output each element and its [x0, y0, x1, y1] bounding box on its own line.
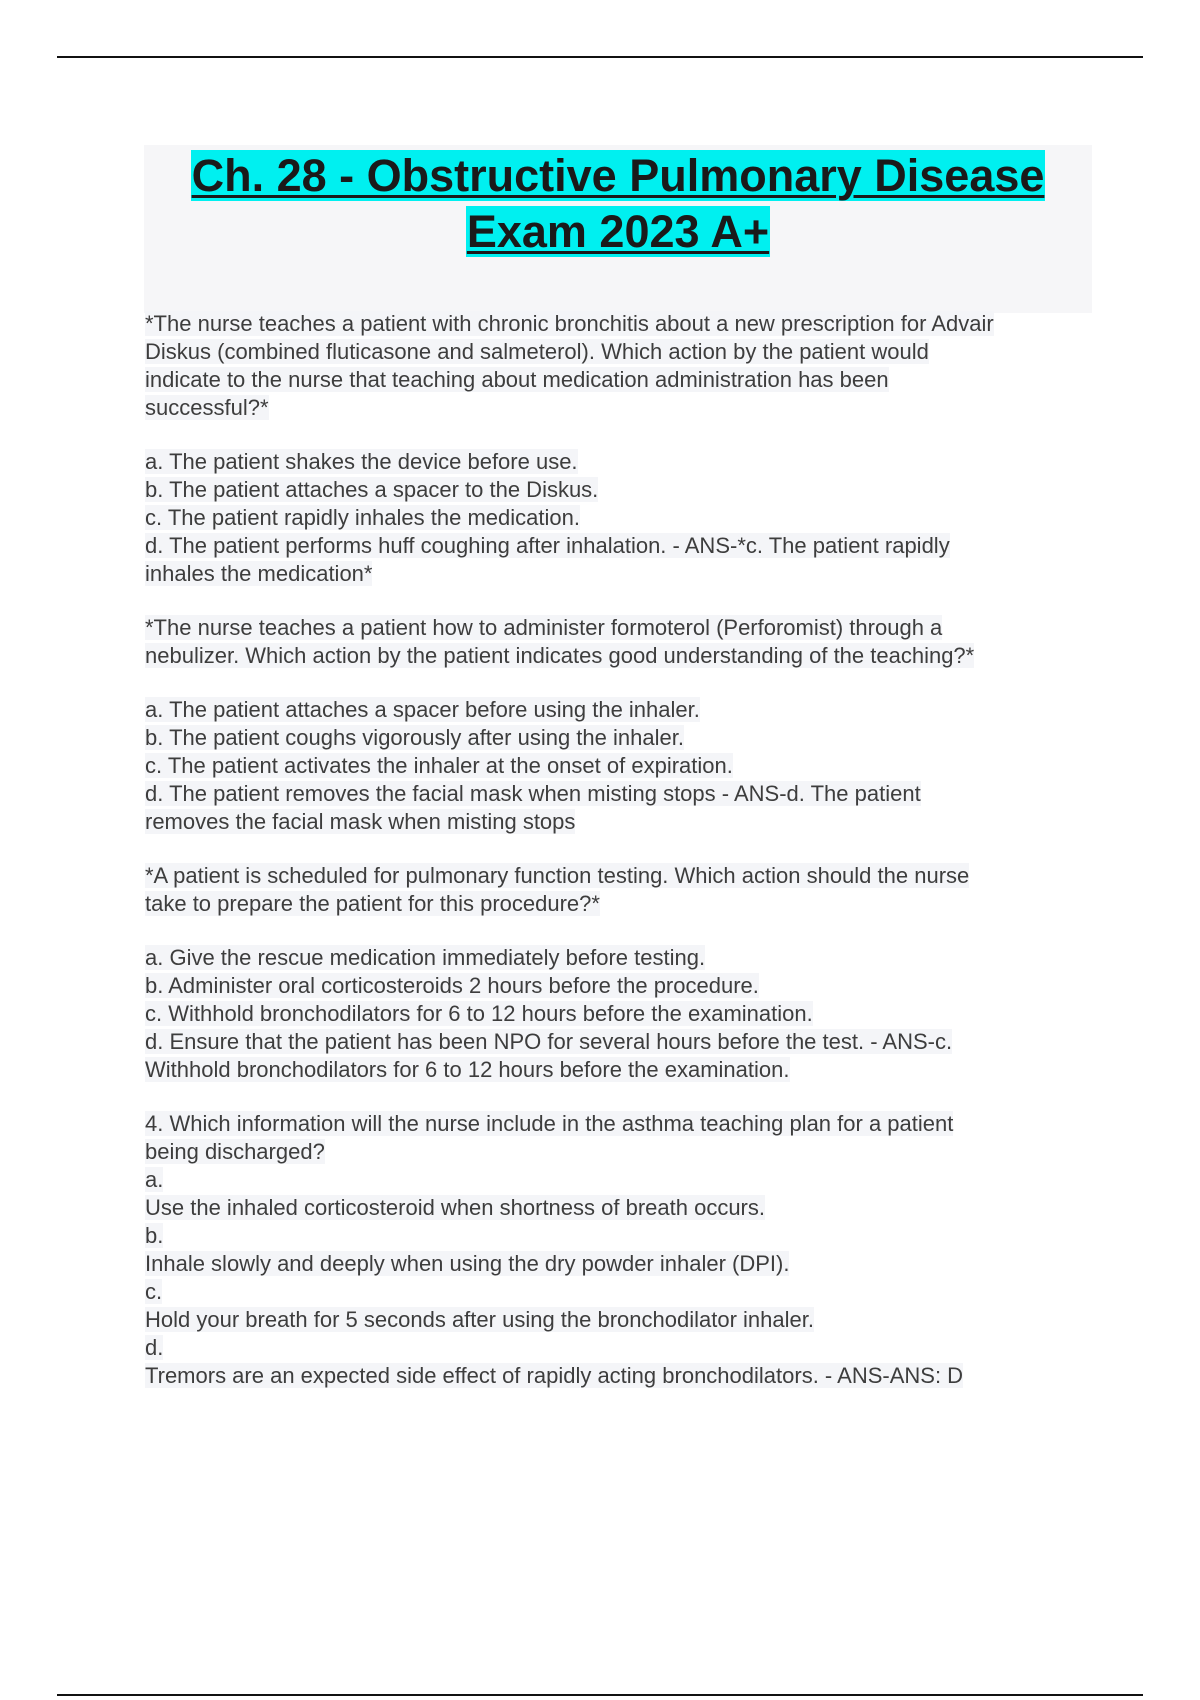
question-1-options: [145, 448, 1085, 588]
option-line: b. The patient coughs vigorously after using the inhaler.: [145, 725, 684, 750]
question-1-stem: [145, 310, 1085, 422]
option-line: d. The patient removes the facial mask when misting stops - ANS-d. The patient: [145, 781, 921, 806]
title-box: [144, 145, 1092, 313]
text-line: *The nurse teaches a patient how to administer formoterol (Perforomist) through a: [145, 615, 943, 640]
option-line: c.: [145, 1279, 163, 1304]
option-line: b. Administer oral corticosteroids 2 hours before the procedure.: [145, 973, 759, 998]
option-line: a.: [145, 1167, 164, 1192]
option-line: Use the inhaled corticosteroid when shortness of breath occurs.: [145, 1195, 765, 1220]
document-title-line-2: Exam 2023 A+: [466, 206, 770, 257]
document-title-line-1: Ch. 28 - Obstructive Pulmonary Disease: [191, 150, 1045, 201]
option-line: Hold your breath for 5 seconds after using the bronchodilator inhaler.: [145, 1307, 814, 1332]
option-line: d. The patient performs huff coughing after inhalation. - ANS-*c. The patient rapidly: [145, 533, 950, 558]
option-line: Inhale slowly and deeply when using the dry powder inhaler (DPI).: [145, 1251, 790, 1276]
text-line: Diskus (combined fluticasone and salmeterol). Which action by the patient would: [145, 339, 929, 364]
question-2-stem: [145, 614, 1085, 670]
option-line: b.: [145, 1223, 164, 1248]
option-line: a. The patient attaches a spacer before using the inhaler.: [145, 697, 700, 722]
option-line: c. Withhold bronchodilators for 6 to 12 hours before the examination.: [145, 1001, 813, 1026]
option-line: a. Give the rescue medication immediately before testing.: [145, 945, 706, 970]
top-rule: [57, 56, 1143, 58]
question-3-options: [145, 944, 1085, 1084]
text-line: 4. Which information will the nurse include in the asthma teaching plan for a patient: [145, 1111, 954, 1136]
text-line: being discharged?: [145, 1139, 325, 1164]
text-line: *The nurse teaches a patient with chronic bronchitis about a new prescription for Advair: [145, 311, 994, 336]
option-line: b. The patient attaches a spacer to the Diskus.: [145, 477, 599, 502]
question-2-options: [145, 696, 1085, 836]
option-line: c. The patient activates the inhaler at the onset of expiration.: [145, 753, 733, 778]
option-line: Tremors are an expected side effect of rapidly acting bronchodilators. - ANS-ANS: D: [145, 1363, 964, 1388]
option-line: Withhold bronchodilators for 6 to 12 hours before the examination.: [145, 1057, 790, 1082]
question-3-stem: [145, 862, 1085, 918]
option-line: removes the facial mask when misting stops: [145, 809, 576, 834]
text-line: indicate to the nurse that teaching about medication administration has been: [145, 367, 889, 392]
document-body: [145, 310, 1085, 1390]
option-line: c. The patient rapidly inhales the medication.: [145, 505, 580, 530]
text-line: nebulizer. Which action by the patient indicates good understanding of the teaching?*: [145, 643, 975, 668]
question-4: [145, 1110, 1085, 1390]
text-line: successful?*: [145, 395, 269, 420]
bottom-rule: [57, 1694, 1143, 1696]
option-line: inhales the medication*: [145, 561, 373, 586]
text-line: *A patient is scheduled for pulmonary function testing. Which action should the nurse: [145, 863, 970, 888]
option-line: a. The patient shakes the device before use.: [145, 449, 578, 474]
option-line: d. Ensure that the patient has been NPO for several hours before the test. - ANS-c.: [145, 1029, 953, 1054]
option-line: d.: [145, 1335, 164, 1360]
text-line: take to prepare the patient for this procedure?*: [145, 891, 600, 916]
